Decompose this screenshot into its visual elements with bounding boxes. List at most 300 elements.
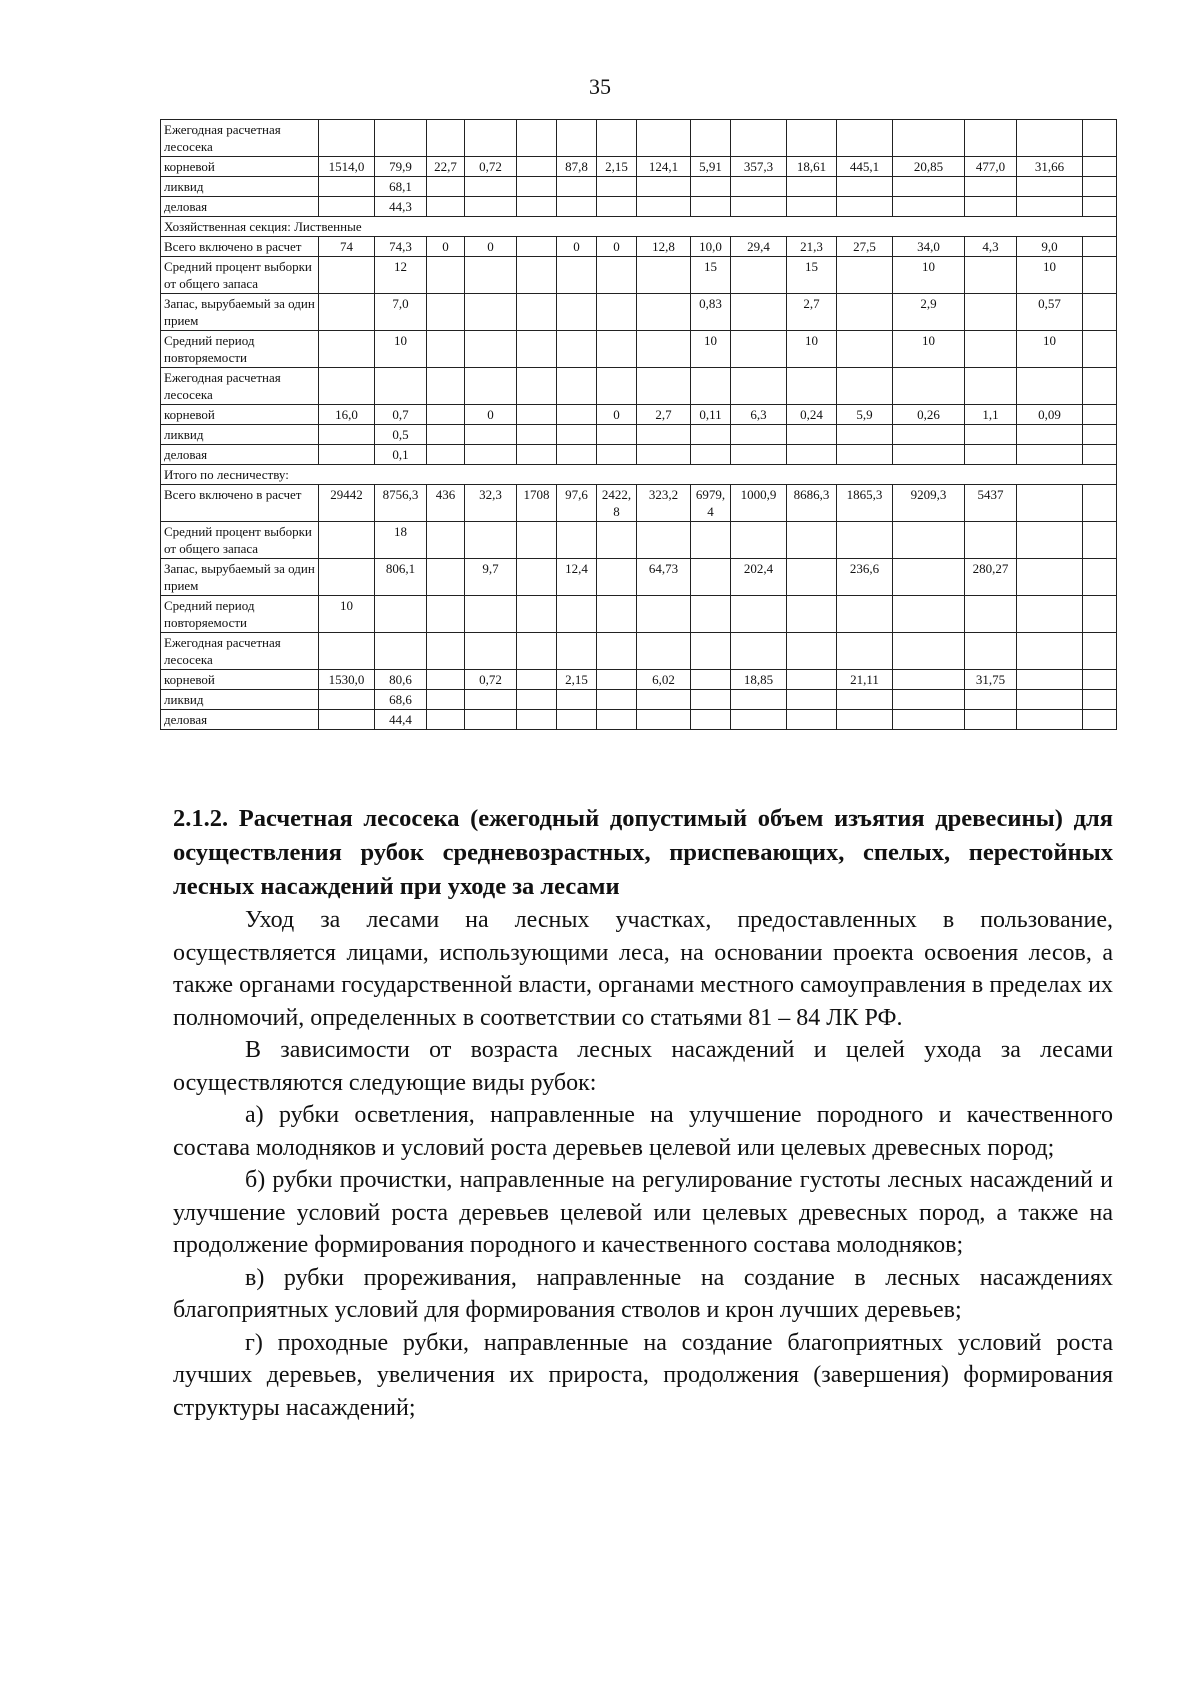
value-cell [731, 120, 787, 157]
value-cell [893, 177, 965, 197]
value-cell [731, 445, 787, 465]
value-cell [517, 710, 557, 730]
value-cell [965, 633, 1017, 670]
value-cell [597, 596, 637, 633]
value-cell: 202,4 [731, 559, 787, 596]
value-cell [1083, 690, 1117, 710]
value-cell: 236,6 [837, 559, 893, 596]
value-cell [597, 331, 637, 368]
value-cell: 0,11 [691, 405, 731, 425]
value-cell [893, 559, 965, 596]
value-cell [427, 596, 465, 633]
row-label-cell: Средний процент выборки от общего запаса [161, 522, 319, 559]
value-cell [517, 294, 557, 331]
value-cell [319, 522, 375, 559]
value-cell: 445,1 [837, 157, 893, 177]
value-cell: 9,7 [465, 559, 517, 596]
paragraph: а) рубки осветления, направленные на улучшение породного и качественного состава молодняков и условий роста деревьев целевой или целевых древесных пород; [173, 1102, 1113, 1161]
paragraph: б) рубки прочистки, направленные на регулирование густоты лесных насаждений и улучшение условий роста деревьев целевой или целевых древесных пород, а также на продолжение формирования породного и качественного состава молодняков; [173, 1167, 1113, 1258]
value-cell [837, 633, 893, 670]
value-cell: 16,0 [319, 405, 375, 425]
value-cell [691, 690, 731, 710]
value-cell [893, 368, 965, 405]
value-cell [319, 294, 375, 331]
value-cell [517, 633, 557, 670]
value-cell: 0 [557, 237, 597, 257]
value-cell: 0,26 [893, 405, 965, 425]
value-cell [965, 294, 1017, 331]
value-cell [731, 197, 787, 217]
value-cell: 10,0 [691, 237, 731, 257]
value-cell [731, 294, 787, 331]
table-row [161, 294, 1117, 331]
value-cell [1017, 596, 1083, 633]
value-cell [465, 331, 517, 368]
value-cell [637, 633, 691, 670]
value-cell [557, 633, 597, 670]
value-cell [465, 522, 517, 559]
value-cell [787, 670, 837, 690]
value-cell [965, 522, 1017, 559]
value-cell [787, 425, 837, 445]
value-cell [787, 596, 837, 633]
value-cell: 18 [375, 522, 427, 559]
value-cell [1017, 368, 1083, 405]
value-cell [427, 120, 465, 157]
value-cell [319, 633, 375, 670]
section-title-cell: Итого по лесничеству: [161, 465, 1117, 485]
value-cell [465, 445, 517, 465]
table-row [161, 368, 1117, 405]
value-cell: 18,61 [787, 157, 837, 177]
value-cell [965, 596, 1017, 633]
value-cell [837, 368, 893, 405]
value-cell [1083, 177, 1117, 197]
value-cell [1083, 368, 1117, 405]
value-cell [1017, 425, 1083, 445]
value-cell [427, 690, 465, 710]
value-cell [637, 690, 691, 710]
value-cell: 0,24 [787, 405, 837, 425]
value-cell [691, 120, 731, 157]
value-cell [517, 120, 557, 157]
value-cell [1017, 559, 1083, 596]
value-cell [597, 257, 637, 294]
value-cell [1017, 485, 1083, 522]
value-cell [427, 710, 465, 730]
value-cell [427, 257, 465, 294]
value-cell: 74,3 [375, 237, 427, 257]
value-cell [517, 368, 557, 405]
value-cell [691, 425, 731, 445]
value-cell [597, 670, 637, 690]
value-cell: 280,27 [965, 559, 1017, 596]
paragraph: г) проходные рубки, направленные на создание благоприятных условий роста лучших деревьев, увеличения их прироста, продолжения (завершения) формирования структуры насаждений; [173, 1329, 1113, 1421]
value-cell [597, 177, 637, 197]
value-cell [597, 522, 637, 559]
row-label-cell: корневой [161, 670, 319, 690]
table-row [161, 257, 1117, 294]
value-cell: 806,1 [375, 559, 427, 596]
value-cell [1083, 445, 1117, 465]
value-cell [965, 425, 1017, 445]
value-cell [637, 425, 691, 445]
value-cell [893, 670, 965, 690]
value-cell [965, 177, 1017, 197]
value-cell [1083, 257, 1117, 294]
value-cell [637, 445, 691, 465]
value-cell [691, 197, 731, 217]
value-cell [637, 522, 691, 559]
row-label-cell: Ежегодная расчетная лесосека [161, 368, 319, 405]
value-cell: 0 [597, 237, 637, 257]
value-cell: 10 [787, 331, 837, 368]
value-cell [1083, 710, 1117, 730]
value-cell: 31,66 [1017, 157, 1083, 177]
value-cell [557, 405, 597, 425]
value-cell: 0,83 [691, 294, 731, 331]
value-cell: 2,15 [597, 157, 637, 177]
value-cell [1017, 177, 1083, 197]
value-cell [731, 690, 787, 710]
value-cell [893, 425, 965, 445]
value-cell [691, 670, 731, 690]
value-cell: 2,7 [787, 294, 837, 331]
value-cell [893, 710, 965, 730]
value-cell [427, 294, 465, 331]
value-cell [637, 177, 691, 197]
value-cell [597, 197, 637, 217]
value-cell: 2,7 [637, 405, 691, 425]
table-row [161, 596, 1117, 633]
table-row [161, 425, 1117, 445]
row-label-cell: корневой [161, 157, 319, 177]
value-cell [557, 368, 597, 405]
value-cell: 0,7 [375, 405, 427, 425]
value-cell [787, 710, 837, 730]
page-number: 35 [589, 74, 611, 99]
table-row [161, 670, 1117, 690]
value-cell [731, 596, 787, 633]
value-cell [427, 368, 465, 405]
value-cell [731, 257, 787, 294]
row-label-cell: деловая [161, 445, 319, 465]
value-cell [517, 445, 557, 465]
value-cell [465, 690, 517, 710]
value-cell [375, 633, 427, 670]
value-cell [427, 633, 465, 670]
value-cell: 5437 [965, 485, 1017, 522]
value-cell [597, 633, 637, 670]
value-cell [731, 425, 787, 445]
value-cell [517, 157, 557, 177]
row-label-cell: Ежегодная расчетная лесосека [161, 120, 319, 157]
value-cell [731, 710, 787, 730]
value-cell [893, 690, 965, 710]
value-cell [1017, 522, 1083, 559]
value-cell [319, 559, 375, 596]
value-cell [427, 197, 465, 217]
value-cell: 6,3 [731, 405, 787, 425]
value-cell [1083, 596, 1117, 633]
row-label-cell: Средний период повторяемости [161, 331, 319, 368]
value-cell [557, 690, 597, 710]
table-section-row [161, 217, 1117, 237]
value-cell: 0 [597, 405, 637, 425]
value-cell [517, 331, 557, 368]
value-cell [837, 331, 893, 368]
value-cell: 32,3 [465, 485, 517, 522]
value-cell [637, 197, 691, 217]
section-heading: 2.1.2. Расчетная лесосека (ежегодный допустимый объем изъятия древесины) для осуществления рубок средневозрастных, приспевающих, спелых, перестойных лесных насаждений при уходе за лесами [173, 805, 1113, 900]
table-row [161, 177, 1117, 197]
paragraph: Уход за лесами на лесных участках, предоставленных в пользование, осуществляется лицами, использующими леса, на основании проекта освоения лесов, а также органами государственной власти, органами местного самоуправления в пределах их полномочий, определенных в соответствии со статьями 81 – 84 ЛК РФ. [173, 907, 1113, 1031]
value-cell [837, 197, 893, 217]
table-row [161, 331, 1117, 368]
table-row [161, 120, 1117, 157]
value-cell [1083, 522, 1117, 559]
value-cell [375, 368, 427, 405]
value-cell [465, 368, 517, 405]
value-cell [787, 559, 837, 596]
value-cell [597, 294, 637, 331]
value-cell [1083, 405, 1117, 425]
value-cell [1083, 197, 1117, 217]
value-cell: 8756,3 [375, 485, 427, 522]
value-cell [965, 710, 1017, 730]
value-cell [427, 177, 465, 197]
value-cell [557, 596, 597, 633]
value-cell [965, 445, 1017, 465]
value-cell [517, 522, 557, 559]
value-cell [319, 710, 375, 730]
value-cell [557, 522, 597, 559]
row-label-cell: Всего включено в расчет [161, 485, 319, 522]
value-cell [597, 368, 637, 405]
value-cell: 20,85 [893, 157, 965, 177]
value-cell: 4,3 [965, 237, 1017, 257]
value-cell [557, 294, 597, 331]
value-cell: 64,73 [637, 559, 691, 596]
value-cell [517, 559, 557, 596]
row-label-cell: Запас, вырубаемый за один прием [161, 559, 319, 596]
value-cell: 0,57 [1017, 294, 1083, 331]
value-cell [1083, 559, 1117, 596]
table-section-row [161, 465, 1117, 485]
table-row [161, 522, 1117, 559]
value-cell [1017, 710, 1083, 730]
table-row [161, 559, 1117, 596]
value-cell [465, 294, 517, 331]
value-cell: 27,5 [837, 237, 893, 257]
row-label-cell: Всего включено в расчет [161, 237, 319, 257]
value-cell [691, 522, 731, 559]
value-cell: 0,5 [375, 425, 427, 445]
value-cell [319, 368, 375, 405]
section-title-cell: Хозяйственная секция: Лиственные [161, 217, 1117, 237]
value-cell: 29,4 [731, 237, 787, 257]
value-cell [837, 294, 893, 331]
value-cell: 68,6 [375, 690, 427, 710]
value-cell: 323,2 [637, 485, 691, 522]
value-cell [465, 257, 517, 294]
value-cell [893, 522, 965, 559]
row-label-cell: Средний период повторяемости [161, 596, 319, 633]
value-cell [837, 425, 893, 445]
value-cell [637, 368, 691, 405]
body-text [173, 904, 1113, 1424]
value-cell [837, 690, 893, 710]
value-cell: 2422,8 [597, 485, 637, 522]
value-cell [465, 177, 517, 197]
value-cell [691, 710, 731, 730]
row-label-cell: ликвид [161, 177, 319, 197]
value-cell: 0,09 [1017, 405, 1083, 425]
value-cell: 12 [375, 257, 427, 294]
value-cell: 2,15 [557, 670, 597, 690]
row-label-cell: Запас, вырубаемый за один прием [161, 294, 319, 331]
value-cell [319, 177, 375, 197]
value-cell [787, 177, 837, 197]
value-cell [427, 670, 465, 690]
value-cell: 0,72 [465, 157, 517, 177]
value-cell [319, 425, 375, 445]
value-cell [597, 445, 637, 465]
value-cell [517, 596, 557, 633]
value-cell [557, 197, 597, 217]
value-cell [557, 445, 597, 465]
value-cell [787, 368, 837, 405]
value-cell [1083, 237, 1117, 257]
value-cell [465, 710, 517, 730]
value-cell [465, 120, 517, 157]
value-cell [893, 120, 965, 157]
value-cell [837, 120, 893, 157]
value-cell [893, 445, 965, 465]
value-cell [597, 120, 637, 157]
value-cell: 1,1 [965, 405, 1017, 425]
value-cell [1017, 670, 1083, 690]
value-cell [517, 405, 557, 425]
table-body [161, 120, 1117, 730]
value-cell [731, 331, 787, 368]
value-cell [557, 425, 597, 445]
value-cell: 15 [787, 257, 837, 294]
table-row [161, 405, 1117, 425]
value-cell [787, 690, 837, 710]
value-cell: 97,6 [557, 485, 597, 522]
value-cell [691, 633, 731, 670]
value-cell: 10 [1017, 257, 1083, 294]
value-cell [517, 670, 557, 690]
row-label-cell: ликвид [161, 690, 319, 710]
row-label-cell: корневой [161, 405, 319, 425]
value-cell [517, 425, 557, 445]
value-cell [427, 559, 465, 596]
table-row [161, 485, 1117, 522]
value-cell [557, 257, 597, 294]
row-label-cell: Средний процент выборки от общего запаса [161, 257, 319, 294]
value-cell [465, 197, 517, 217]
value-cell [597, 710, 637, 730]
table-row [161, 633, 1117, 670]
value-cell [557, 177, 597, 197]
value-cell [893, 633, 965, 670]
value-cell [691, 368, 731, 405]
value-cell: 29442 [319, 485, 375, 522]
forest-data-table [160, 119, 1117, 730]
value-cell [427, 405, 465, 425]
value-cell [375, 596, 427, 633]
value-cell [319, 445, 375, 465]
value-cell [557, 710, 597, 730]
value-cell: 6979,4 [691, 485, 731, 522]
value-cell [637, 710, 691, 730]
value-cell: 31,75 [965, 670, 1017, 690]
value-cell [787, 120, 837, 157]
value-cell [319, 120, 375, 157]
value-cell: 74 [319, 237, 375, 257]
value-cell: 10 [1017, 331, 1083, 368]
value-cell [375, 120, 427, 157]
value-cell [427, 331, 465, 368]
value-cell: 1514,0 [319, 157, 375, 177]
value-cell [965, 331, 1017, 368]
value-cell: 1865,3 [837, 485, 893, 522]
table-row [161, 690, 1117, 710]
row-label-cell: Ежегодная расчетная лесосека [161, 633, 319, 670]
value-cell [465, 633, 517, 670]
value-cell [517, 690, 557, 710]
value-cell [1083, 331, 1117, 368]
value-cell: 44,3 [375, 197, 427, 217]
value-cell: 124,1 [637, 157, 691, 177]
value-cell [517, 237, 557, 257]
value-cell [691, 596, 731, 633]
value-cell [1083, 157, 1117, 177]
value-cell: 10 [319, 596, 375, 633]
value-cell: 12,8 [637, 237, 691, 257]
value-cell [1017, 197, 1083, 217]
value-cell [837, 710, 893, 730]
value-cell: 1530,0 [319, 670, 375, 690]
value-cell [691, 559, 731, 596]
value-cell: 21,11 [837, 670, 893, 690]
value-cell [731, 522, 787, 559]
value-cell [731, 368, 787, 405]
value-cell [465, 425, 517, 445]
value-cell: 0,1 [375, 445, 427, 465]
table-row [161, 445, 1117, 465]
value-cell [1083, 294, 1117, 331]
value-cell: 21,3 [787, 237, 837, 257]
value-cell [837, 177, 893, 197]
value-cell [465, 596, 517, 633]
value-cell [319, 690, 375, 710]
value-cell: 357,3 [731, 157, 787, 177]
value-cell: 6,02 [637, 670, 691, 690]
value-cell: 0 [465, 405, 517, 425]
value-cell: 5,9 [837, 405, 893, 425]
value-cell [837, 596, 893, 633]
value-cell [427, 445, 465, 465]
value-cell: 0 [465, 237, 517, 257]
value-cell [427, 522, 465, 559]
value-cell [837, 522, 893, 559]
value-cell [965, 690, 1017, 710]
value-cell: 12,4 [557, 559, 597, 596]
value-cell [557, 120, 597, 157]
